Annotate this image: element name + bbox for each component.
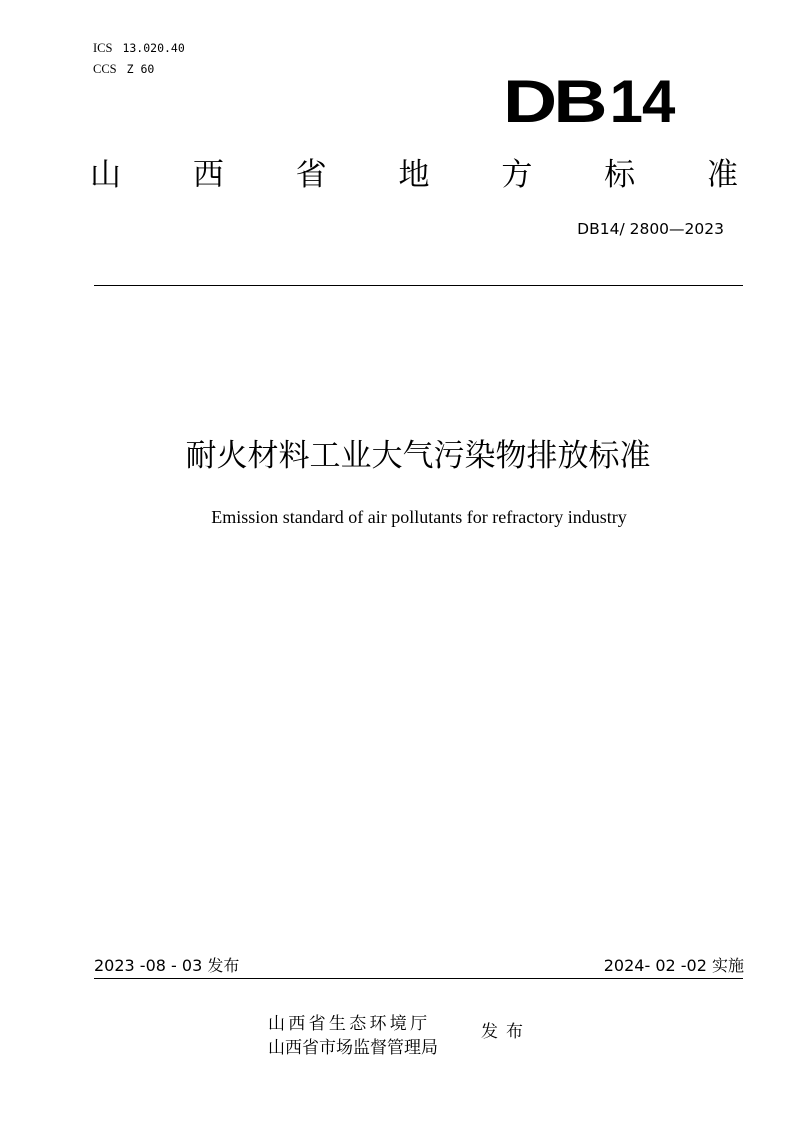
ics-code: 13.020.40 bbox=[122, 41, 185, 55]
ccs-code-line bbox=[93, 61, 154, 77]
footer-divider bbox=[94, 978, 743, 979]
standard-number: DB14/ 2800—2023 bbox=[577, 220, 724, 238]
issuer-ecology-department: 山西省生态环境厅 bbox=[268, 1014, 431, 1034]
document-title-chinese: 耐火材料工业大气污染物排放标准 bbox=[185, 438, 651, 474]
document-title-english: Emission standard of air pollutants for refractory industry bbox=[211, 507, 627, 527]
header-divider bbox=[94, 285, 743, 286]
issue-date: 2023 -08 - 03 发布 bbox=[94, 956, 240, 975]
ccs-label: CCS bbox=[93, 62, 117, 76]
standard-type-char: 地 bbox=[398, 157, 430, 193]
standard-type-char: 山 bbox=[90, 157, 121, 193]
ics-code-line bbox=[93, 40, 185, 56]
standard-type-char: 标 bbox=[604, 157, 636, 193]
ccs-code: Z 60 bbox=[126, 62, 155, 76]
implementation-date: 2024- 02 -02 实施 bbox=[603, 956, 744, 975]
db-logo-number: 14 bbox=[609, 68, 675, 135]
issuer-market-regulation: 山西省市场监督管理局 bbox=[268, 1038, 438, 1058]
standard-type-char: 方 bbox=[501, 157, 533, 193]
standard-type-heading bbox=[90, 150, 738, 200]
db14-logo bbox=[503, 70, 674, 134]
publish-label: 发布 bbox=[481, 1022, 531, 1042]
ics-label: ICS bbox=[93, 41, 113, 55]
db-logo-prefix: DB bbox=[503, 68, 604, 135]
standard-type-char: 省 bbox=[295, 157, 327, 193]
standard-type-char: 西 bbox=[192, 157, 224, 193]
standard-type-char: 准 bbox=[706, 157, 738, 193]
